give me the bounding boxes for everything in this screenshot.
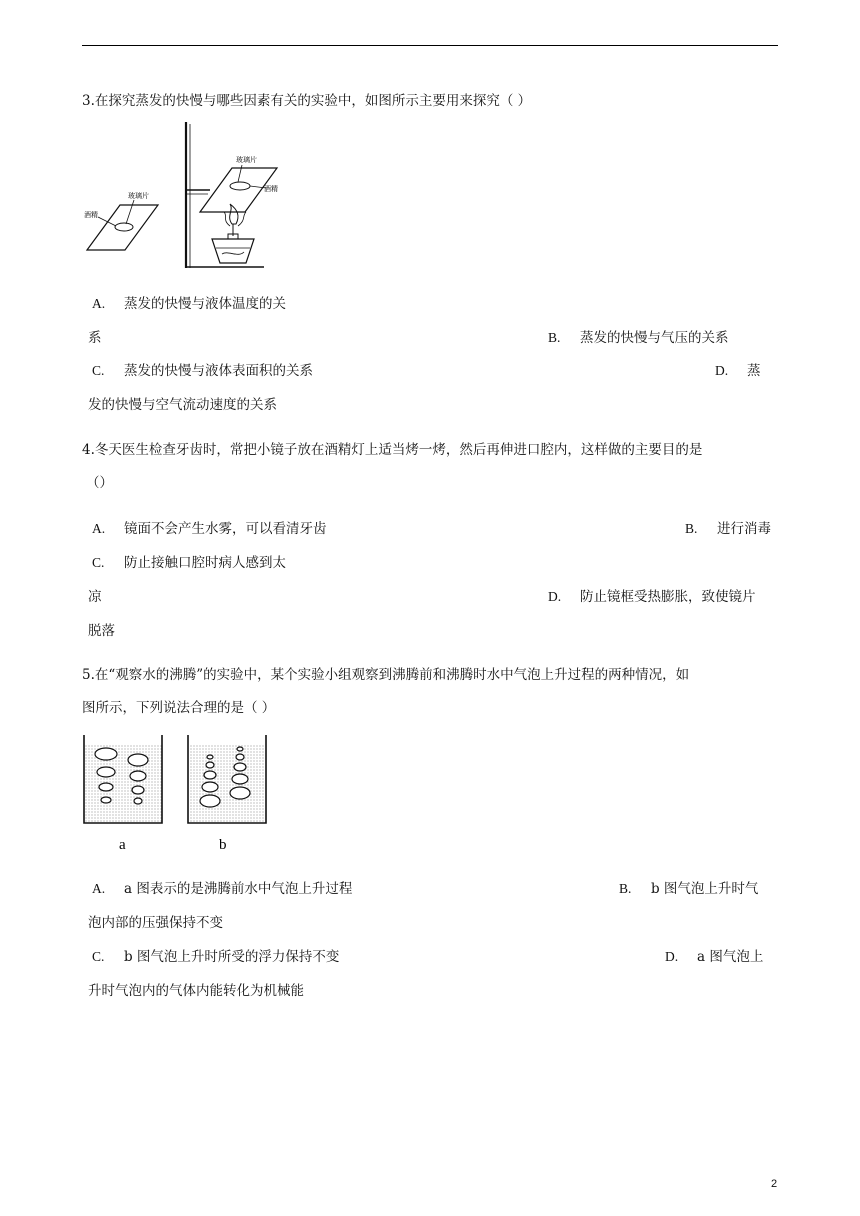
beaker-a-label: a	[119, 837, 126, 853]
q4-option-d[interactable]: D. 防止镜框受热膨胀，致使镜片	[548, 589, 756, 605]
header-rule	[82, 45, 778, 46]
q4-option-c[interactable]: C. 防止接触口腔时病人感到太	[92, 555, 286, 571]
q3-option-d[interactable]: D. 蒸	[715, 363, 761, 379]
q3-option-c[interactable]: C. 蒸发的快慢与液体表面积的关系	[92, 363, 313, 379]
beaker-b-label: b	[219, 837, 227, 853]
q5-option-a[interactable]: A. a 图表示的是沸腾前水中气泡上升过程	[92, 881, 353, 897]
q4-option-c-cont: 凉	[88, 589, 102, 605]
q4-option-d-cont: 脱落	[88, 623, 115, 639]
left-glass-label: 玻璃片	[128, 192, 149, 200]
left-liquid-label: 酒精	[84, 211, 98, 219]
right-alcohol-drop	[230, 182, 250, 190]
right-liquid-label: 酒精	[264, 185, 278, 193]
q4-stem-line2: （）	[86, 475, 113, 491]
q4-option-b[interactable]: B. 进行消毒	[685, 521, 771, 537]
q3-stem: 3.在探究蒸发的快慢与哪些因素有关的实验中，如图所示主要用来探究（ ）	[82, 93, 532, 109]
beaker-b	[188, 735, 266, 823]
q3-option-a[interactable]: A. 蒸发的快慢与液体温度的关	[92, 296, 286, 312]
q3-option-a-cont: 系	[88, 330, 102, 346]
q5-option-b-cont: 泡内部的压强保持不变	[88, 915, 223, 931]
q3-option-d-cont: 发的快慢与空气流动速度的关系	[88, 397, 277, 413]
q5-option-d[interactable]: D. a 图气泡上	[665, 949, 764, 965]
alcohol-lamp	[212, 239, 254, 263]
q5-option-d-cont: 升时气泡内的气体内能转化为机械能	[88, 983, 304, 999]
beaker-a	[84, 735, 162, 823]
q4-stem-line1: 4.冬天医生检查牙齿时，常把小镜子放在酒精灯上适当烤一烤，然后再伸进口腔内，这样做的主要目的是	[82, 442, 703, 458]
q5-option-c[interactable]: C. b 图气泡上升时所受的浮力保持不变	[92, 949, 340, 965]
right-glass-label: 玻璃片	[236, 156, 257, 164]
q4-option-a[interactable]: A. 镜面不会产生水雾，可以看清牙齿	[92, 521, 327, 537]
flame-icon	[230, 204, 238, 224]
q5-bubbles-figure	[82, 733, 268, 855]
q3-evaporation-figure	[82, 120, 282, 272]
q5-stem-line2: 图所示，下列说法合理的是（ ）	[82, 700, 276, 716]
left-alcohol-drop	[115, 223, 133, 231]
q5-option-b[interactable]: B. b 图气泡上升时气	[619, 881, 759, 897]
q3-option-b[interactable]: B. 蒸发的快慢与气压的关系	[548, 330, 729, 346]
page-number: 2	[771, 1178, 778, 1190]
q5-stem-line1: 5.在“观察水的沸腾”的实验中，某个实验小组观察到沸腾前和沸腾时水中气泡上升过程的两种情况，如	[82, 667, 690, 683]
